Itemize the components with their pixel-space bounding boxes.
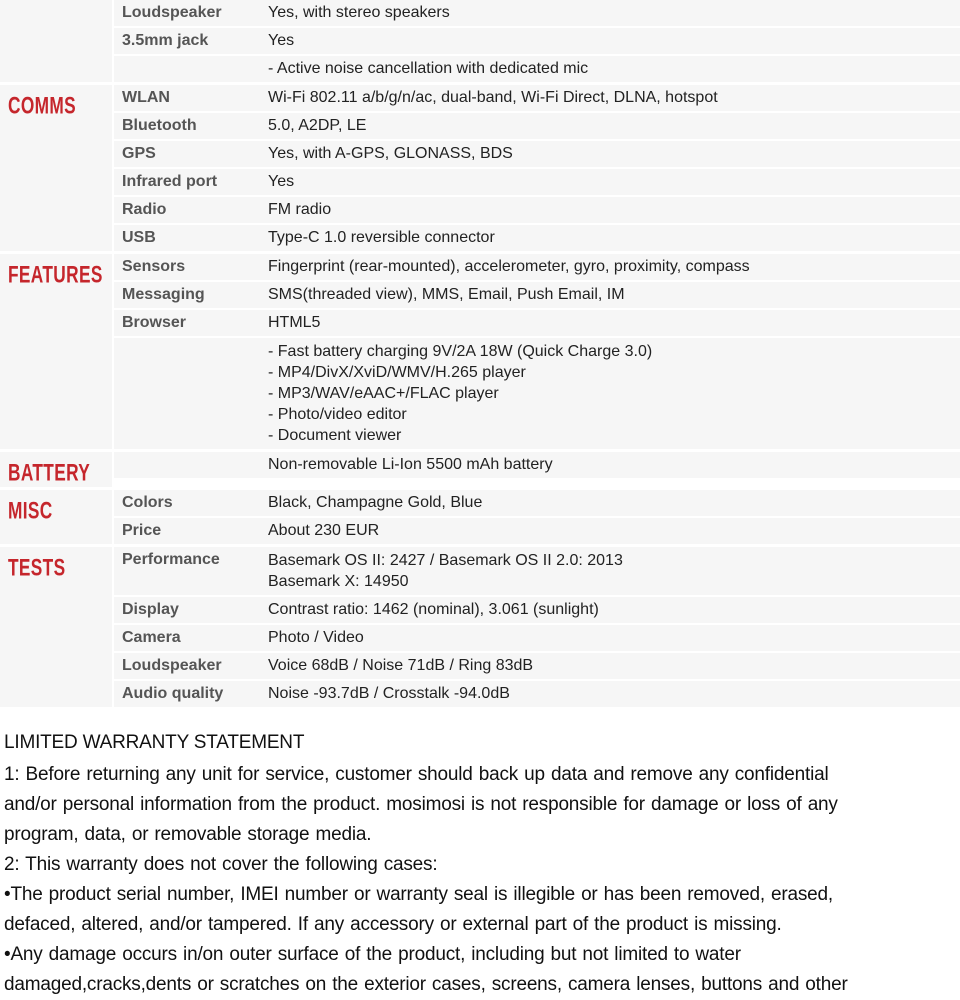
section-title: MISC xyxy=(8,497,53,525)
spec-name: GPS xyxy=(122,145,156,162)
spec-section xyxy=(0,0,960,82)
spec-value: - Active noise cancellation with dedicated mic xyxy=(268,60,589,77)
spec-value: Photo / Video xyxy=(268,629,364,646)
spec-rows xyxy=(112,254,960,449)
spec-value: Type-C 1.0 reversible connector xyxy=(268,229,495,246)
spec-value: FM radio xyxy=(268,201,332,218)
spec-section xyxy=(0,452,960,487)
spec-row xyxy=(114,490,960,516)
spec-row xyxy=(114,547,960,595)
spec-value xyxy=(268,550,960,592)
spec-name: WLAN xyxy=(122,89,170,106)
spec-value-line: - Document viewer xyxy=(268,427,402,444)
spec-value: Voice 68dB / Noise 71dB / Ring 83dB xyxy=(268,657,534,674)
spec-section xyxy=(0,490,960,544)
spec-value-line: Basemark OS II: 2427 / Basemark OS II 2.0: 2013 xyxy=(268,552,623,569)
spec-row xyxy=(114,169,960,195)
section-title: TESTS xyxy=(8,554,66,582)
warranty-line: program, data, or removable storage media. xyxy=(4,824,372,845)
section-title-cell xyxy=(0,0,112,82)
spec-section xyxy=(0,547,960,707)
warranty-line: defaced, altered, and/or tampered. If any accessory or external part of the product is missing. xyxy=(4,914,782,935)
spec-row xyxy=(114,310,960,336)
spec-name: Colors xyxy=(122,494,173,511)
spec-value: HTML5 xyxy=(268,314,321,331)
spec-value: 5.0, A2DP, LE xyxy=(268,117,367,134)
warranty-title: LIMITED WARRANTY STATEMENT xyxy=(4,732,305,753)
spec-row xyxy=(114,625,960,651)
spec-row xyxy=(114,197,960,223)
spec-rows xyxy=(112,85,960,251)
spec-value: About 230 EUR xyxy=(268,522,380,539)
spec-section xyxy=(0,254,960,449)
spec-row xyxy=(114,282,960,308)
spec-value-line: - Photo/video editor xyxy=(268,406,407,423)
spec-value xyxy=(268,341,960,446)
spec-name: Display xyxy=(122,601,179,618)
warranty-line: 1: Before returning any unit for service, customer should back up data and remove any confidential xyxy=(4,764,829,785)
spec-row xyxy=(114,0,960,26)
section-title-cell xyxy=(0,254,112,449)
spec-value: Contrast ratio: 1462 (nominal), 3.061 (sunlight) xyxy=(268,601,599,618)
spec-name: Price xyxy=(122,522,162,539)
spec-value: Black, Champagne Gold, Blue xyxy=(268,494,483,511)
warranty-line: 2: This warranty does not cover the following cases: xyxy=(4,854,438,875)
spec-name: Messaging xyxy=(122,286,205,303)
section-title: COMMS xyxy=(8,92,77,120)
warranty-section xyxy=(0,729,960,1000)
spec-name: Loudspeaker xyxy=(122,657,222,674)
spec-value-line: - MP3/WAV/eAAC+/FLAC player xyxy=(268,385,499,402)
spec-row xyxy=(114,225,960,251)
spec-value-line: - MP4/DivX/XviD/WMV/H.265 player xyxy=(268,364,526,381)
spec-value: Noise -93.7dB / Crosstalk -94.0dB xyxy=(268,685,510,702)
spec-rows xyxy=(112,490,960,544)
spec-value: SMS(threaded view), MMS, Email, Push Email, IM xyxy=(268,286,625,303)
spec-row xyxy=(114,113,960,139)
section-title-cell xyxy=(0,452,112,487)
spec-row xyxy=(114,518,960,544)
spec-row xyxy=(114,597,960,623)
spec-name: Sensors xyxy=(122,258,186,275)
spec-value-line: - Fast battery charging 9V/2A 18W (Quick Charge 3.0) xyxy=(268,343,653,360)
spec-rows xyxy=(112,547,960,707)
spec-value: Wi-Fi 802.11 a/b/g/n/ac, dual-band, Wi-Fi Direct, DLNA, hotspot xyxy=(268,89,718,106)
spec-row xyxy=(114,28,960,54)
spec-value: Yes xyxy=(268,173,295,190)
spec-value-line: Basemark X: 14950 xyxy=(268,573,409,590)
section-title-cell xyxy=(0,490,112,544)
spec-row xyxy=(114,254,960,280)
warranty-line: and/or personal information from the product. mosimosi is not responsible for damage or loss of any xyxy=(4,794,838,815)
spec-row xyxy=(114,56,960,82)
warranty-line: •Any damage occurs in/on outer surface of the product, including but not limited to water xyxy=(4,944,741,965)
spec-row xyxy=(114,681,960,707)
spec-name: Infrared port xyxy=(122,173,218,190)
spec-value: Non-removable Li-Ion 5500 mAh battery xyxy=(268,456,553,473)
spec-name: Performance xyxy=(122,551,220,568)
spec-name: USB xyxy=(122,229,156,246)
spec-name: Browser xyxy=(122,314,187,331)
section-title: FEATURES xyxy=(8,261,103,289)
spec-name: Loudspeaker xyxy=(122,4,222,21)
spec-name: Bluetooth xyxy=(122,117,197,134)
warranty-body xyxy=(4,760,960,1000)
section-title: BATTERY xyxy=(8,459,91,487)
warranty-line: damaged,cracks,dents or scratches on the exterior cases, screens, camera lenses, buttons and other xyxy=(4,974,848,995)
spec-value: Fingerprint (rear-mounted), accelerometer, gyro, proximity, compass xyxy=(268,258,750,275)
section-title-cell xyxy=(0,85,112,251)
spec-row xyxy=(114,452,960,478)
spec-value: Yes xyxy=(268,32,295,49)
spec-name: Radio xyxy=(122,201,167,218)
spec-name: Audio quality xyxy=(122,685,224,702)
spec-rows xyxy=(112,0,960,82)
warranty-line: •The product serial number, IMEI number or warranty seal is illegible or has been removed, erased, xyxy=(4,884,833,905)
spec-row xyxy=(114,85,960,111)
spec-value: Yes, with A-GPS, GLONASS, BDS xyxy=(268,145,513,162)
spec-rows xyxy=(112,452,960,487)
spec-section xyxy=(0,85,960,251)
spec-value: Yes, with stereo speakers xyxy=(268,4,450,21)
spec-row xyxy=(114,141,960,167)
spec-name: Camera xyxy=(122,629,181,646)
section-title-cell xyxy=(0,547,112,707)
spec-row xyxy=(114,338,960,449)
spec-row xyxy=(114,653,960,679)
spec-name: 3.5mm jack xyxy=(122,32,209,49)
